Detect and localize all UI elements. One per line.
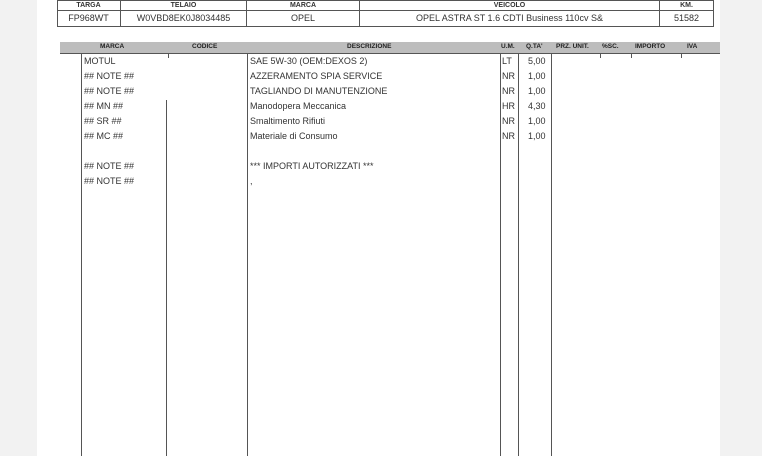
telaio-value: W0VBD8EK0J8034485 (136, 13, 231, 23)
row-marca: ## SR ## (84, 116, 122, 126)
row-marca: ## NOTE ## (84, 71, 135, 81)
col-header-iva: IVA (687, 43, 698, 50)
row-descrizione: Materiale di Consumo (250, 131, 338, 141)
telaio-label: TELAIO (170, 2, 197, 9)
document-page (37, 0, 720, 456)
col-rule (500, 54, 501, 456)
col-header-importo: IMPORTO (635, 43, 666, 50)
row-marca: ## NOTE ## (84, 176, 135, 186)
row-descrizione: SAE 5W-30 (OEM:DEXOS 2) (250, 56, 368, 66)
row-qta: 4,30 (528, 101, 546, 111)
row-um: HR (502, 101, 515, 111)
row-marca: ## NOTE ## (84, 161, 135, 171)
col-tick (631, 54, 632, 58)
veicolo-value: OPEL ASTRA ST 1.6 CDTI Business 110cv S& (416, 13, 603, 23)
targa-label: TARGA (76, 2, 101, 9)
row-descrizione: , (250, 176, 253, 186)
col-tick (681, 54, 682, 58)
targa-value: FP968WT (68, 13, 109, 23)
marca-label: MARCA (289, 2, 317, 9)
row-marca: ## MN ## (84, 101, 124, 111)
row-descrizione: Manodopera Meccanica (250, 101, 347, 111)
row-qta: 1,00 (528, 131, 546, 141)
table-header-rule (60, 53, 720, 54)
col-header-um: U.M. (501, 43, 515, 50)
col-header-descrizione: DESCRIZIONE (347, 43, 392, 50)
col-header-sconto: %SC. (602, 43, 619, 50)
col-rule (247, 54, 248, 456)
col-rule (551, 54, 552, 456)
col-header-codice: CODICE (192, 43, 218, 50)
row-marca: ## MC ## (84, 131, 124, 141)
row-um: LT (502, 56, 512, 66)
col-tick (600, 54, 601, 58)
row-um: NR (502, 71, 515, 81)
row-descrizione: AZZERAMENTO SPIA SERVICE (250, 71, 383, 81)
col-header-marca: MARCA (100, 43, 125, 50)
col-rule (166, 100, 167, 456)
row-qta: 1,00 (528, 86, 546, 96)
header-bottom-rule (57, 26, 714, 27)
col-header-prz-unit: PRZ. UNIT. (556, 43, 589, 50)
row-descrizione: TAGLIANDO DI MANUTENZIONE (250, 86, 388, 96)
km-value: 51582 (673, 13, 700, 23)
row-descrizione: Smaltimento Rifiuti (250, 116, 326, 126)
row-um: NR (502, 86, 515, 96)
km-label: KM. (680, 2, 693, 9)
header-mid-rule (57, 10, 714, 11)
row-qta: 5,00 (528, 56, 546, 66)
col-tick (168, 54, 169, 58)
header-top-rule (57, 0, 714, 1)
row-marca: MOTUL (84, 56, 116, 66)
row-marca: ## NOTE ## (84, 86, 135, 96)
row-um: NR (502, 131, 515, 141)
col-rule (518, 54, 519, 456)
veicolo-label: VEICOLO (493, 2, 526, 9)
col-header-qta: Q.TA' (526, 43, 543, 50)
row-qta: 1,00 (528, 71, 546, 81)
header-right-rule (713, 0, 714, 27)
row-qta: 1,00 (528, 116, 546, 126)
col-rule (81, 54, 82, 456)
row-um: NR (502, 116, 515, 126)
row-descrizione: *** IMPORTI AUTORIZZATI *** (250, 161, 374, 171)
marca-value: OPEL (290, 13, 315, 23)
